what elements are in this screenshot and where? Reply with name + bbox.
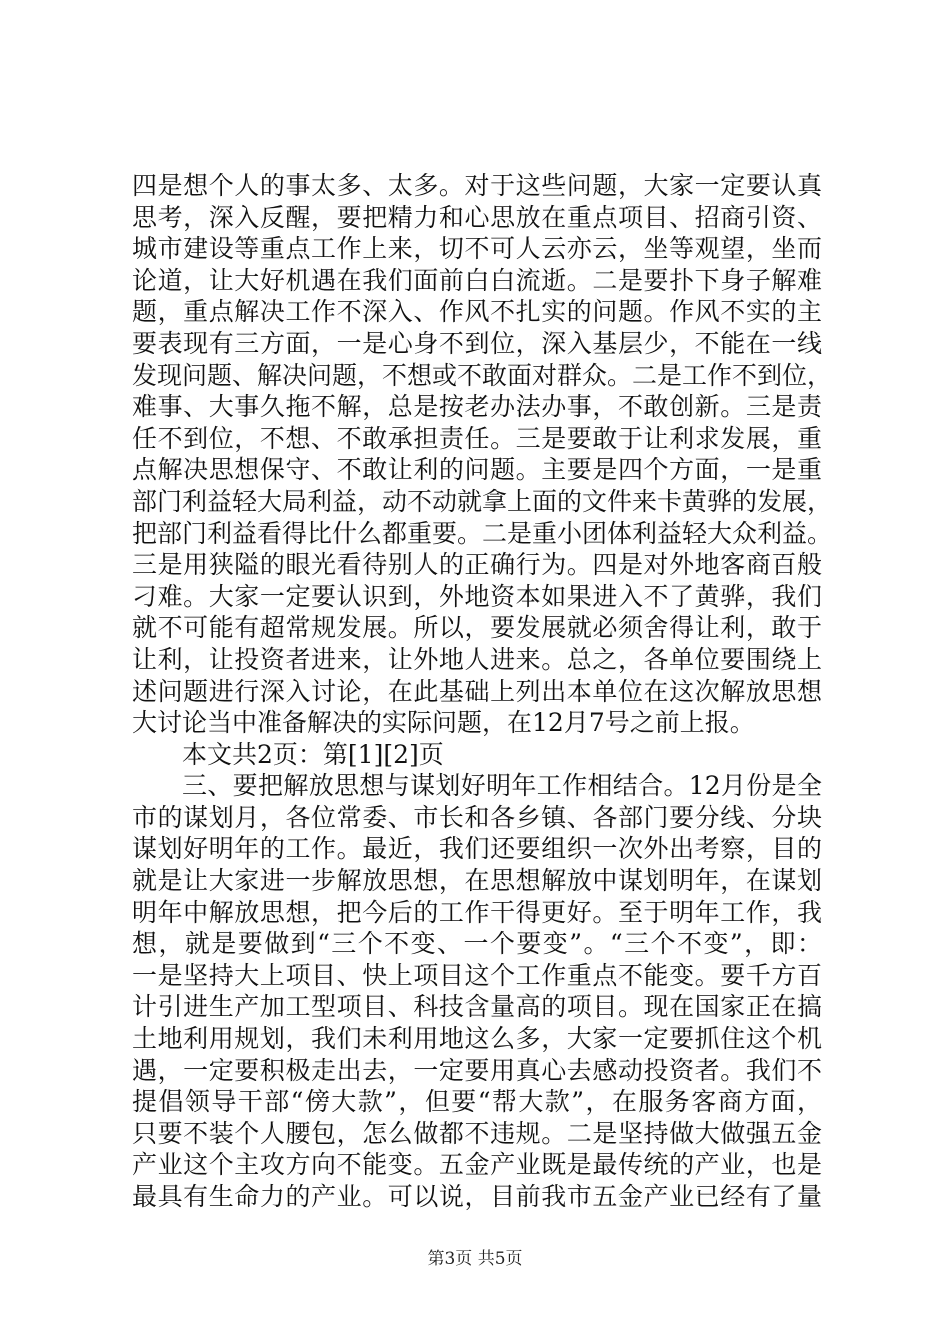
text-line: 任不到位，不想、不敢承担责任。三是要敢于让利求发展，重	[132, 423, 822, 453]
text-line: 述问题进行深入讨论，在此基础上列出本单位在这次解放思想	[132, 676, 822, 706]
text-line: 市的谋划月，各位常委、市长和各乡镇、各部门要分线、分块	[132, 802, 822, 832]
page-footer: 第3页 共5页	[427, 1249, 523, 1269]
text-line: 让利，让投资者进来，让外地人进来。总之，各单位要围绕上	[132, 644, 822, 674]
page-navigation[interactable]: 本文共2页：第[1][2]页	[182, 739, 444, 769]
text-line: 一是坚持大上项目、快上项目这个工作重点不能变。要千方百	[132, 960, 822, 990]
text-line: 刁难。大家一定要认识到，外地资本如果进入不了黄骅，我们	[132, 581, 822, 611]
text-line: 最具有生命力的产业。可以说，目前我市五金产业已经有了量	[132, 1182, 822, 1211]
text-line: 城市建设等重点工作上来，切不可人云亦云，坐等观望，坐而	[132, 234, 822, 264]
paragraph-2	[132, 770, 822, 1212]
paragraph-1	[132, 170, 833, 739]
document-body	[132, 170, 833, 1213]
text-line: 四是想个人的事太多、太多。对于这些问题，大家一定要认真	[132, 171, 822, 200]
text-line: 谋划好明年的工作。最近，我们还要组织一次外出考察，目的	[132, 834, 822, 864]
text-line: 就不可能有超常规发展。所以，要发展就必须舍得让利，敢于	[132, 613, 822, 643]
text-line: 点解决思想保守、不敢让利的问题。主要是四个方面，一是重	[132, 455, 822, 485]
text-line: 三是用狭隘的眼光看待别人的正确行为。四是对外地客商百般	[132, 550, 822, 580]
text-line: 遇，一定要积极走出去，一定要用真心去感动投资者。我们不	[132, 1055, 822, 1085]
text-line: 部门利益轻大局利益，动不动就拿上面的文件来卡黄骅的发展，	[132, 486, 833, 516]
text-line: 大讨论当中准备解决的实际问题，在12月7号之前上报。	[132, 708, 755, 738]
text-line: 要表现有三方面，一是心身不到位，深入基层少，不能在一线	[132, 328, 822, 358]
text-line: 发现问题、解决问题，不想或不敢面对群众。二是工作不到位，	[132, 360, 833, 390]
text-line: 题，重点解决工作不深入、作风不扎实的问题。作风不实的主	[132, 297, 822, 327]
text-line: 计引进生产加工型项目、科技含量高的项目。现在国家正在搞	[132, 992, 822, 1022]
text-line: 土地利用规划，我们未利用地这么多，大家一定要抓住这个机	[132, 1024, 822, 1054]
text-line: 思考，深入反醒，要把精力和心思放在重点项目、招商引资、	[132, 202, 822, 232]
text-line: 想，就是要做到“三个不变、一个要变”。“三个不变”，即：	[132, 929, 822, 959]
text-line: 就是让大家进一步解放思想，在思想解放中谋划明年，在谋划	[132, 866, 822, 896]
text-line: 难事、大事久拖不解，总是按老办法办事，不敢创新。三是责	[132, 392, 822, 422]
text-line: 三、要把解放思想与谋划好明年工作相结合。12月份是全	[182, 771, 822, 801]
text-line: 明年中解放思想，把今后的工作干得更好。至于明年工作，我	[132, 897, 822, 927]
text-line: 把部门利益看得比什么都重要。二是重小团体利益轻大众利益。	[132, 518, 833, 548]
text-line: 产业这个主攻方向不能变。五金产业既是最传统的产业，也是	[132, 1150, 822, 1180]
text-line: 论道，让大好机遇在我们面前白白流逝。二是要扑下身子解难	[132, 265, 822, 295]
text-line: 提倡领导干部“傍大款”，但要“帮大款”，在服务客商方面，	[132, 1087, 822, 1117]
text-line: 只要不装个人腰包，怎么做都不违规。二是坚持做大做强五金	[132, 1118, 822, 1148]
